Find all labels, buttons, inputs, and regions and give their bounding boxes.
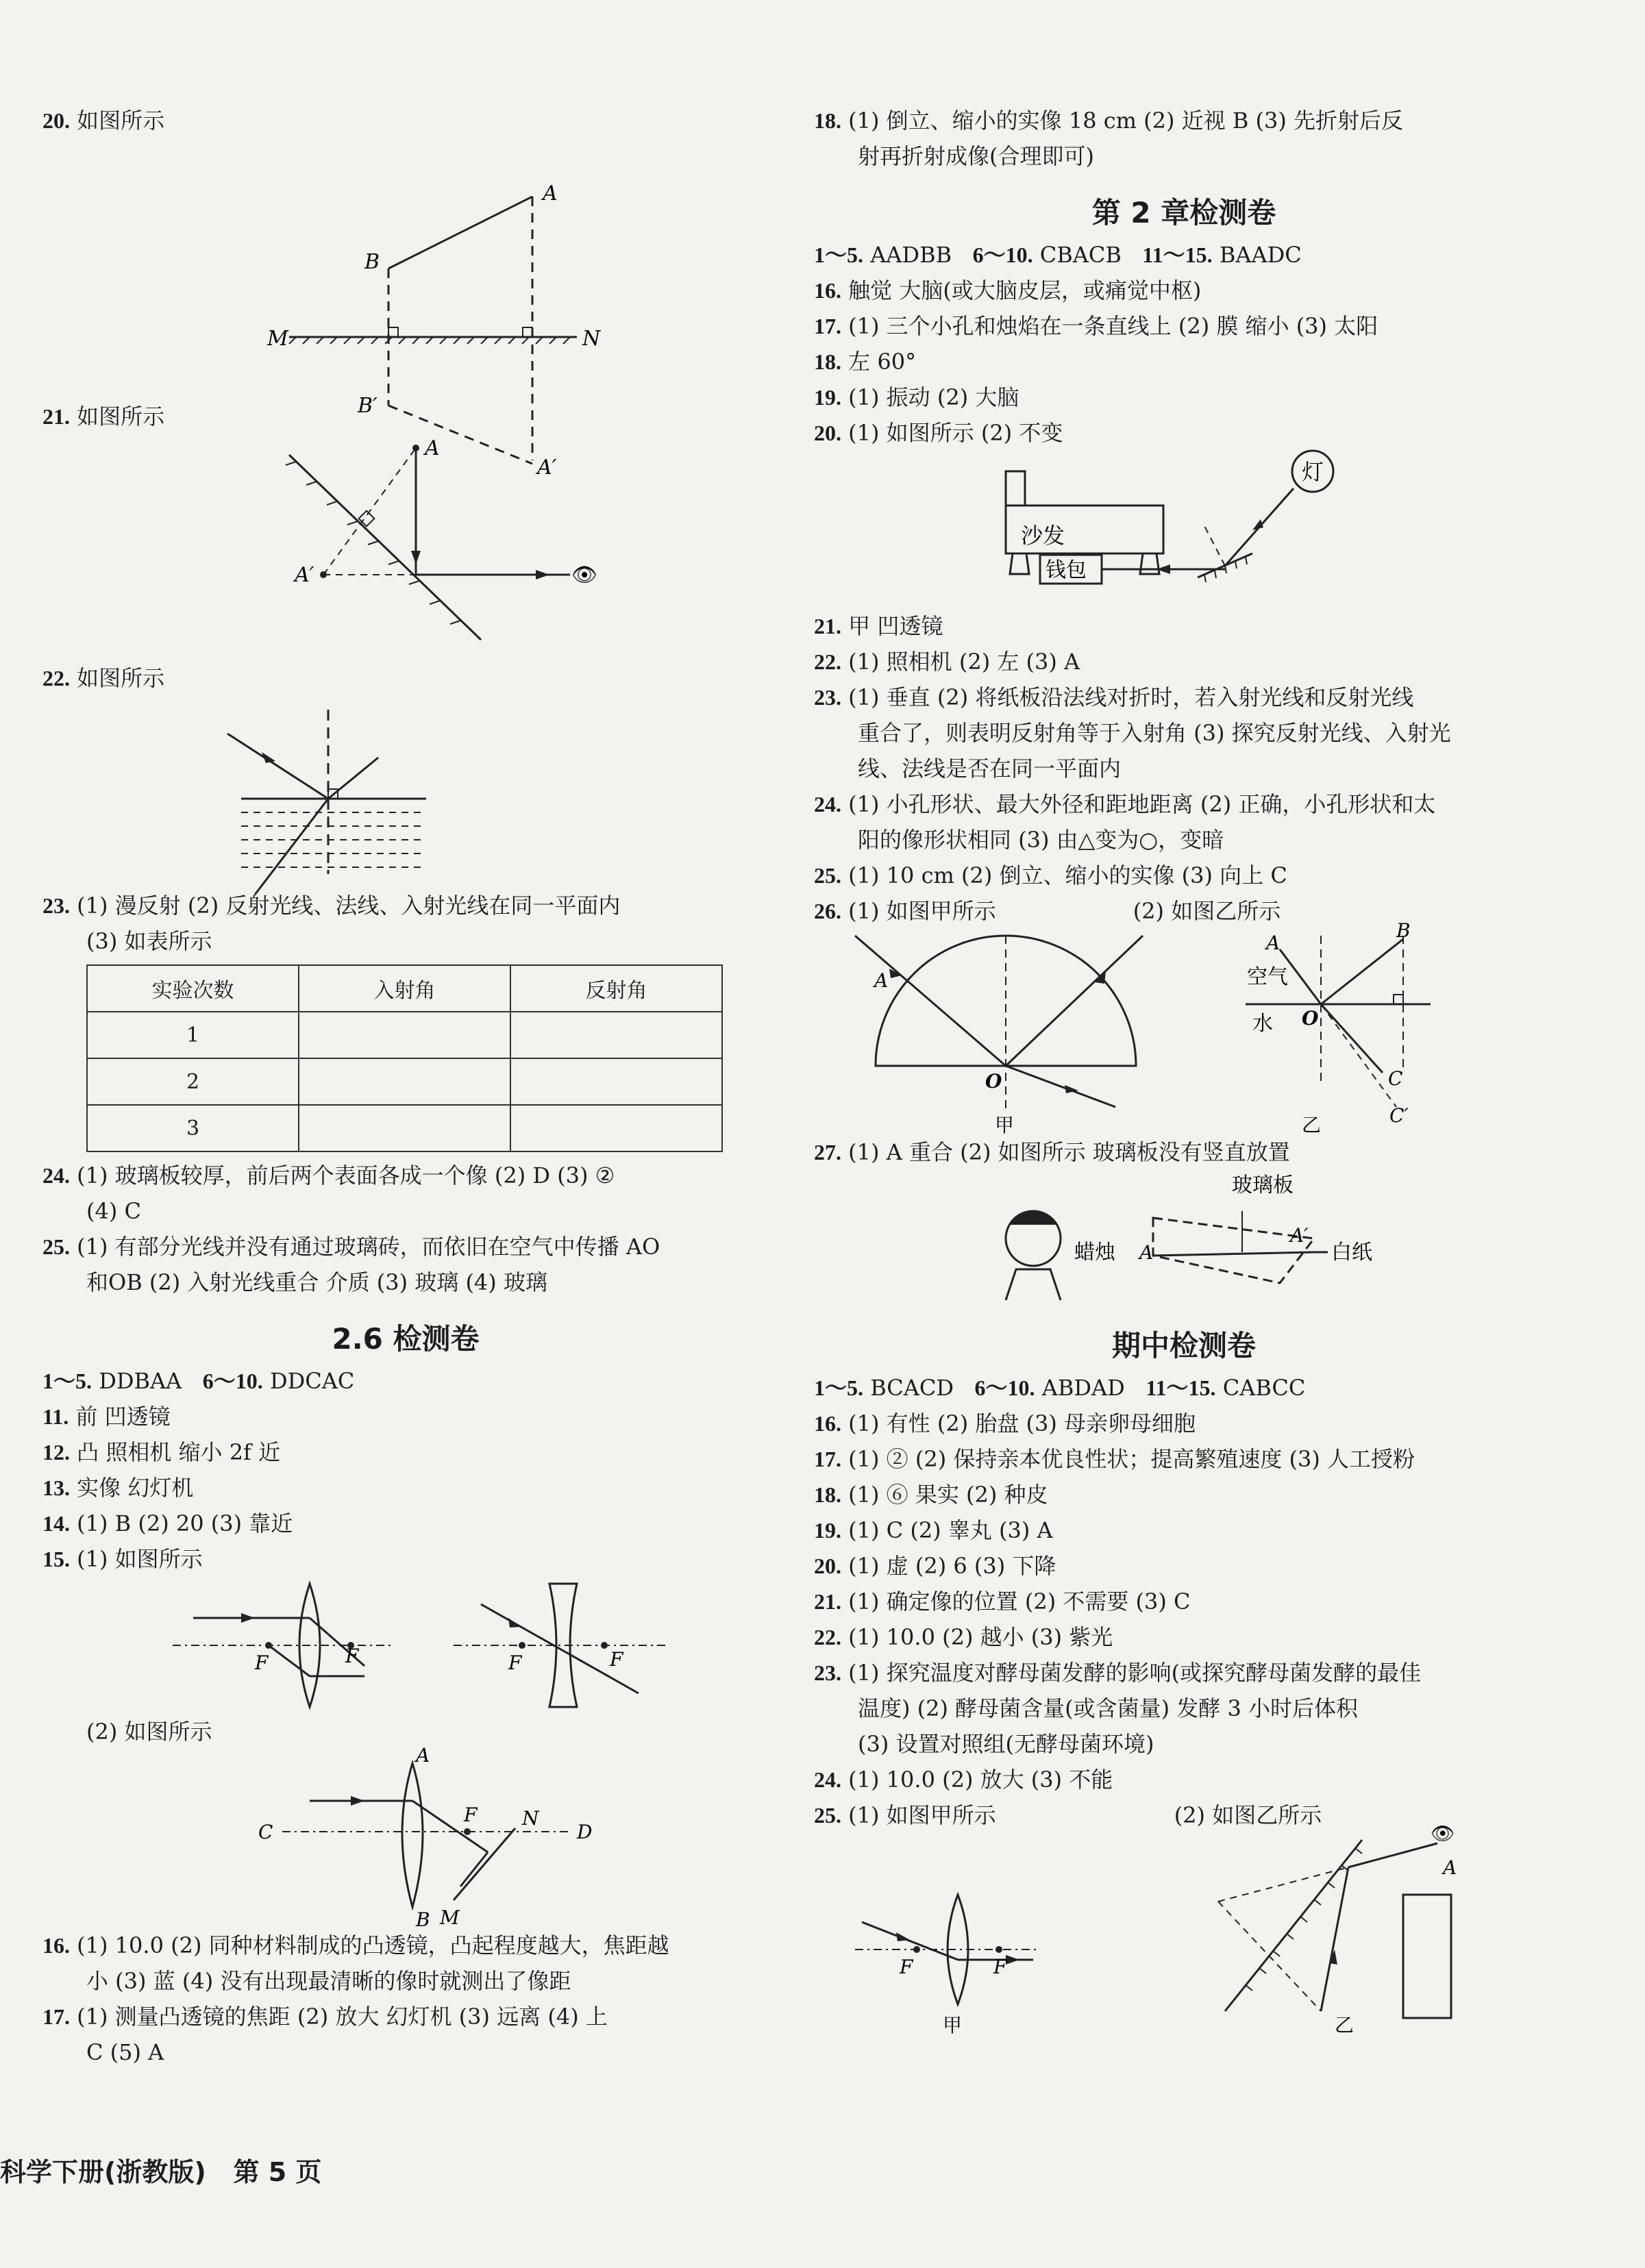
m24-line: 24. (1) 10.0 (2) 放大 (3) 不能 bbox=[814, 1767, 1113, 1793]
svg-text:F: F bbox=[255, 1652, 269, 1674]
label-B: B bbox=[364, 250, 380, 274]
q12-line: 12. 凸 照相机 缩小 2f 近 bbox=[42, 1439, 281, 1465]
lamp-label: 灯 bbox=[1302, 459, 1324, 485]
table-row: 3 bbox=[87, 1105, 722, 1151]
svg-text:乙: 乙 bbox=[1302, 1114, 1322, 1136]
q23-line3: 线、法线是否在同一平面内 bbox=[858, 756, 1122, 782]
table-header: 反射角 bbox=[510, 965, 722, 1012]
table-row: 2 bbox=[87, 1058, 722, 1105]
book-title: 科学下册(浙教版) bbox=[0, 2157, 206, 2187]
q15-line2: (2) 如图所示 bbox=[86, 1719, 212, 1745]
q25-line: 25. (1) 10 cm (2) 倒立、缩小的实像 (3) 向上 C bbox=[814, 862, 1287, 888]
q20-line: 20. 如图所示 bbox=[42, 108, 165, 134]
svg-text:N: N bbox=[522, 1807, 539, 1830]
svg-text:O: O bbox=[985, 1070, 1002, 1093]
eye-icon: 👁 bbox=[1431, 1822, 1455, 1845]
mc-answers-ch2: 1～5. AADBB 6～10. CBACB 11～15. BAADC bbox=[814, 242, 1302, 268]
svg-text:A: A bbox=[1443, 1856, 1457, 1879]
q18-line2: 射再折射成像(合理即可) bbox=[858, 143, 1094, 169]
label-B-prime: B′ bbox=[358, 394, 378, 418]
lens-mirror-diagram-q15 bbox=[258, 1744, 817, 1931]
svg-text:乙: 乙 bbox=[1335, 2014, 1355, 2036]
q14-line: 14. (1) B (2) 20 (3) 靠近 bbox=[42, 1510, 293, 1536]
mirror-image-diagram-q20 bbox=[248, 138, 796, 479]
table-row: 1 bbox=[87, 1012, 722, 1058]
page-unit: 页 bbox=[295, 2157, 322, 2187]
q17-line2: C (5) A bbox=[86, 2039, 164, 2065]
mirror-reflection-diagram-q21 bbox=[248, 434, 796, 640]
table-header: 入射角 bbox=[299, 965, 510, 1012]
q24-line1: 24. (1) 小孔形状、最大外径和距地距离 (2) 正确，小孔形状和太 bbox=[814, 791, 1436, 817]
svg-text:D: D bbox=[577, 1821, 593, 1843]
m23-line1: 23. (1) 探究温度对酵母菌发酵的影响(或探究酵母菌发酵的最佳 bbox=[814, 1660, 1422, 1686]
m23-line3: (3) 设置对照组(无酵母菌环境) bbox=[858, 1731, 1154, 1757]
section-title-2-6: 2.6 检测卷 bbox=[332, 1322, 480, 1356]
q23-line1: 23. (1) 漫反射 (2) 反射光线、法线、入射光线在同一平面内 bbox=[42, 893, 621, 919]
q25-line1: 25. (1) 有部分光线并没有通过玻璃砖，而依旧在空气中传播 AO bbox=[42, 1234, 660, 1260]
wallet-label: 钱包 bbox=[1046, 558, 1087, 582]
svg-text:C: C bbox=[1388, 1067, 1403, 1090]
label-A-prime: A′ bbox=[537, 456, 557, 479]
svg-text:甲: 甲 bbox=[995, 1114, 1015, 1136]
q16-line: 16. 触觉 大脑(或大脑皮层，或痛觉中枢) bbox=[814, 277, 1202, 303]
svg-text:A: A bbox=[1266, 932, 1281, 954]
svg-text:F: F bbox=[508, 1652, 522, 1674]
m18-line: 18. (1) ⑥ 果实 (2) 种皮 bbox=[814, 1482, 1048, 1508]
section-title-ch2: 第 2 章检测卷 bbox=[1091, 196, 1276, 229]
q24-line1: 24. (1) 玻璃板较厚，前后两个表面各成一个像 (2) D (3) ② bbox=[42, 1162, 615, 1188]
table-header-row bbox=[87, 965, 722, 1012]
m21-line: 21. (1) 确定像的位置 (2) 不需要 (3) C bbox=[814, 1588, 1191, 1615]
q11-line: 11. 前 凹透镜 bbox=[42, 1404, 171, 1430]
label-N: N bbox=[582, 327, 601, 351]
refraction-diagram-q22 bbox=[248, 696, 796, 888]
q23-line1: 23. (1) 垂直 (2) 将纸板沿法线对折时，若入射光线和反射光线 bbox=[814, 684, 1414, 710]
label-A: A bbox=[425, 436, 440, 460]
candle-glass-diagram bbox=[999, 1170, 1547, 1307]
q17-line1: 17. (1) 测量凸透镜的焦距 (2) 放大 幻灯机 (3) 远离 (4) 上 bbox=[42, 2004, 608, 2030]
svg-text:空气: 空气 bbox=[1247, 965, 1288, 989]
mc-answers-2-6: 1～5. DDBAA 6～10. DDCAC bbox=[42, 1368, 355, 1394]
section-title-midterm: 期中检测卷 bbox=[1111, 1329, 1256, 1362]
m25-line: 25. (1) 如图甲所示 (2) 如图乙所示 bbox=[814, 1802, 1322, 1828]
svg-text:O: O bbox=[1302, 1007, 1319, 1030]
svg-text:水: 水 bbox=[1252, 1012, 1273, 1036]
q18-line1: 18. (1) 倒立、缩小的实像 18 cm (2) 近视 B (3) 先折射后反 bbox=[814, 108, 1404, 134]
label-A: A bbox=[543, 182, 558, 205]
q26-line: 26. (1) 如图甲所示 (2) 如图乙所示 bbox=[814, 898, 1281, 924]
q17-line: 17. (1) 三个小孔和烛焰在一条直线上 (2) 膜 缩小 (3) 太阳 bbox=[814, 313, 1378, 339]
m22-line: 22. (1) 10.0 (2) 越小 (3) 紫光 bbox=[814, 1624, 1113, 1650]
svg-text:C: C bbox=[258, 1821, 273, 1843]
svg-text:C′: C′ bbox=[1389, 1104, 1409, 1127]
q23-line2: 重合了，则表明反射角等于入射角 (3) 探究反射光线、入射光 bbox=[858, 720, 1451, 746]
svg-text:A: A bbox=[874, 969, 889, 992]
table-header: 实验次数 bbox=[87, 965, 299, 1012]
page-footer bbox=[0, 2151, 321, 2189]
mc-answers-midterm: 1～5. BCACD 6～10. ABDAD 11～15. CABCC bbox=[814, 1375, 1306, 1401]
svg-text:F: F bbox=[464, 1804, 478, 1826]
q13-line: 13. 实像 幻灯机 bbox=[42, 1475, 194, 1501]
q16-line2: 小 (3) 蓝 (4) 没有出现最清晰的像时就测出了像距 bbox=[86, 1968, 571, 1994]
q18b-line: 18. 左 60° bbox=[814, 349, 917, 375]
page-number: 5 bbox=[268, 2157, 287, 2187]
svg-text:甲: 甲 bbox=[943, 2014, 963, 2036]
q24-line2: 阳的像形状相同 (3) 由△变为○，变暗 bbox=[858, 827, 1224, 853]
svg-text:F: F bbox=[900, 1956, 913, 1978]
svg-text:B: B bbox=[416, 1908, 430, 1931]
svg-text:A′: A′ bbox=[1290, 1224, 1309, 1247]
m17-line: 17. (1) ② (2) 保持亲本优良性状；提高繁殖速度 (3) 人工授粉 bbox=[814, 1446, 1415, 1472]
label-A-prime: A′ bbox=[295, 563, 314, 587]
experiment-table bbox=[86, 964, 723, 1152]
sofa-label: 沙发 bbox=[1021, 523, 1065, 549]
q23-line2: (3) 如表所示 bbox=[86, 928, 212, 954]
svg-text:蜡烛: 蜡烛 bbox=[1074, 1241, 1115, 1264]
svg-text:F: F bbox=[610, 1648, 623, 1671]
svg-text:M: M bbox=[440, 1906, 460, 1929]
svg-text:A: A bbox=[416, 1744, 430, 1767]
eye-icon: 👁 bbox=[571, 563, 598, 587]
q24-line2: (4) C bbox=[86, 1198, 141, 1224]
sofa-wallet-diagram bbox=[1006, 451, 1622, 608]
svg-text:A: A bbox=[1139, 1241, 1154, 1264]
svg-text:白纸: 白纸 bbox=[1331, 1241, 1372, 1264]
page-label: 第 bbox=[233, 2157, 260, 2187]
svg-text:F: F bbox=[345, 1645, 359, 1667]
m23-line2: 温度) (2) 酵母菌含量(或含菌量) 发酵 3 小时后体积 bbox=[858, 1695, 1359, 1721]
q21-line: 21. 如图所示 bbox=[42, 403, 165, 429]
svg-text:B: B bbox=[1396, 919, 1411, 942]
left-column bbox=[42, 103, 769, 2070]
m20-line: 20. (1) 虚 (2) 6 (3) 下降 bbox=[814, 1553, 1056, 1579]
q15-line: 15. (1) 如图所示 bbox=[42, 1546, 203, 1572]
m16-line: 16. (1) 有性 (2) 胎盘 (3) 母亲卵母细胞 bbox=[814, 1410, 1196, 1436]
m19-line: 19. (1) C (2) 睾丸 (3) A bbox=[814, 1517, 1053, 1543]
svg-text:F: F bbox=[993, 1956, 1007, 1978]
lens-mirror-diagrams-m25 bbox=[814, 1822, 1554, 2036]
lens-diagrams-q15 bbox=[166, 1577, 851, 1714]
label-M: M bbox=[267, 327, 288, 351]
q22-line: 22. (1) 照相机 (2) 左 (3) A bbox=[814, 649, 1080, 675]
q20-line: 20. (1) 如图所示 (2) 不变 bbox=[814, 420, 1063, 446]
q25-line2: 和OB (2) 入射光线重合 介质 (3) 玻璃 (4) 玻璃 bbox=[86, 1269, 547, 1295]
q21-line: 21. 甲 凹透镜 bbox=[814, 613, 943, 639]
svg-text:玻璃板: 玻璃板 bbox=[1232, 1173, 1294, 1197]
right-column bbox=[814, 103, 1554, 2036]
q22-line: 22. 如图所示 bbox=[42, 665, 165, 691]
q19-line: 19. (1) 振动 (2) 大脑 bbox=[814, 384, 1019, 410]
q16-line1: 16. (1) 10.0 (2) 同种材料制成的凸透镜，凸起程度越大，焦距越 bbox=[42, 1932, 669, 1958]
refraction-diagrams-q26 bbox=[814, 919, 1554, 1136]
q27-line: 27. (1) A 重合 (2) 如图所示 玻璃板没有竖直放置 bbox=[814, 1139, 1290, 1165]
